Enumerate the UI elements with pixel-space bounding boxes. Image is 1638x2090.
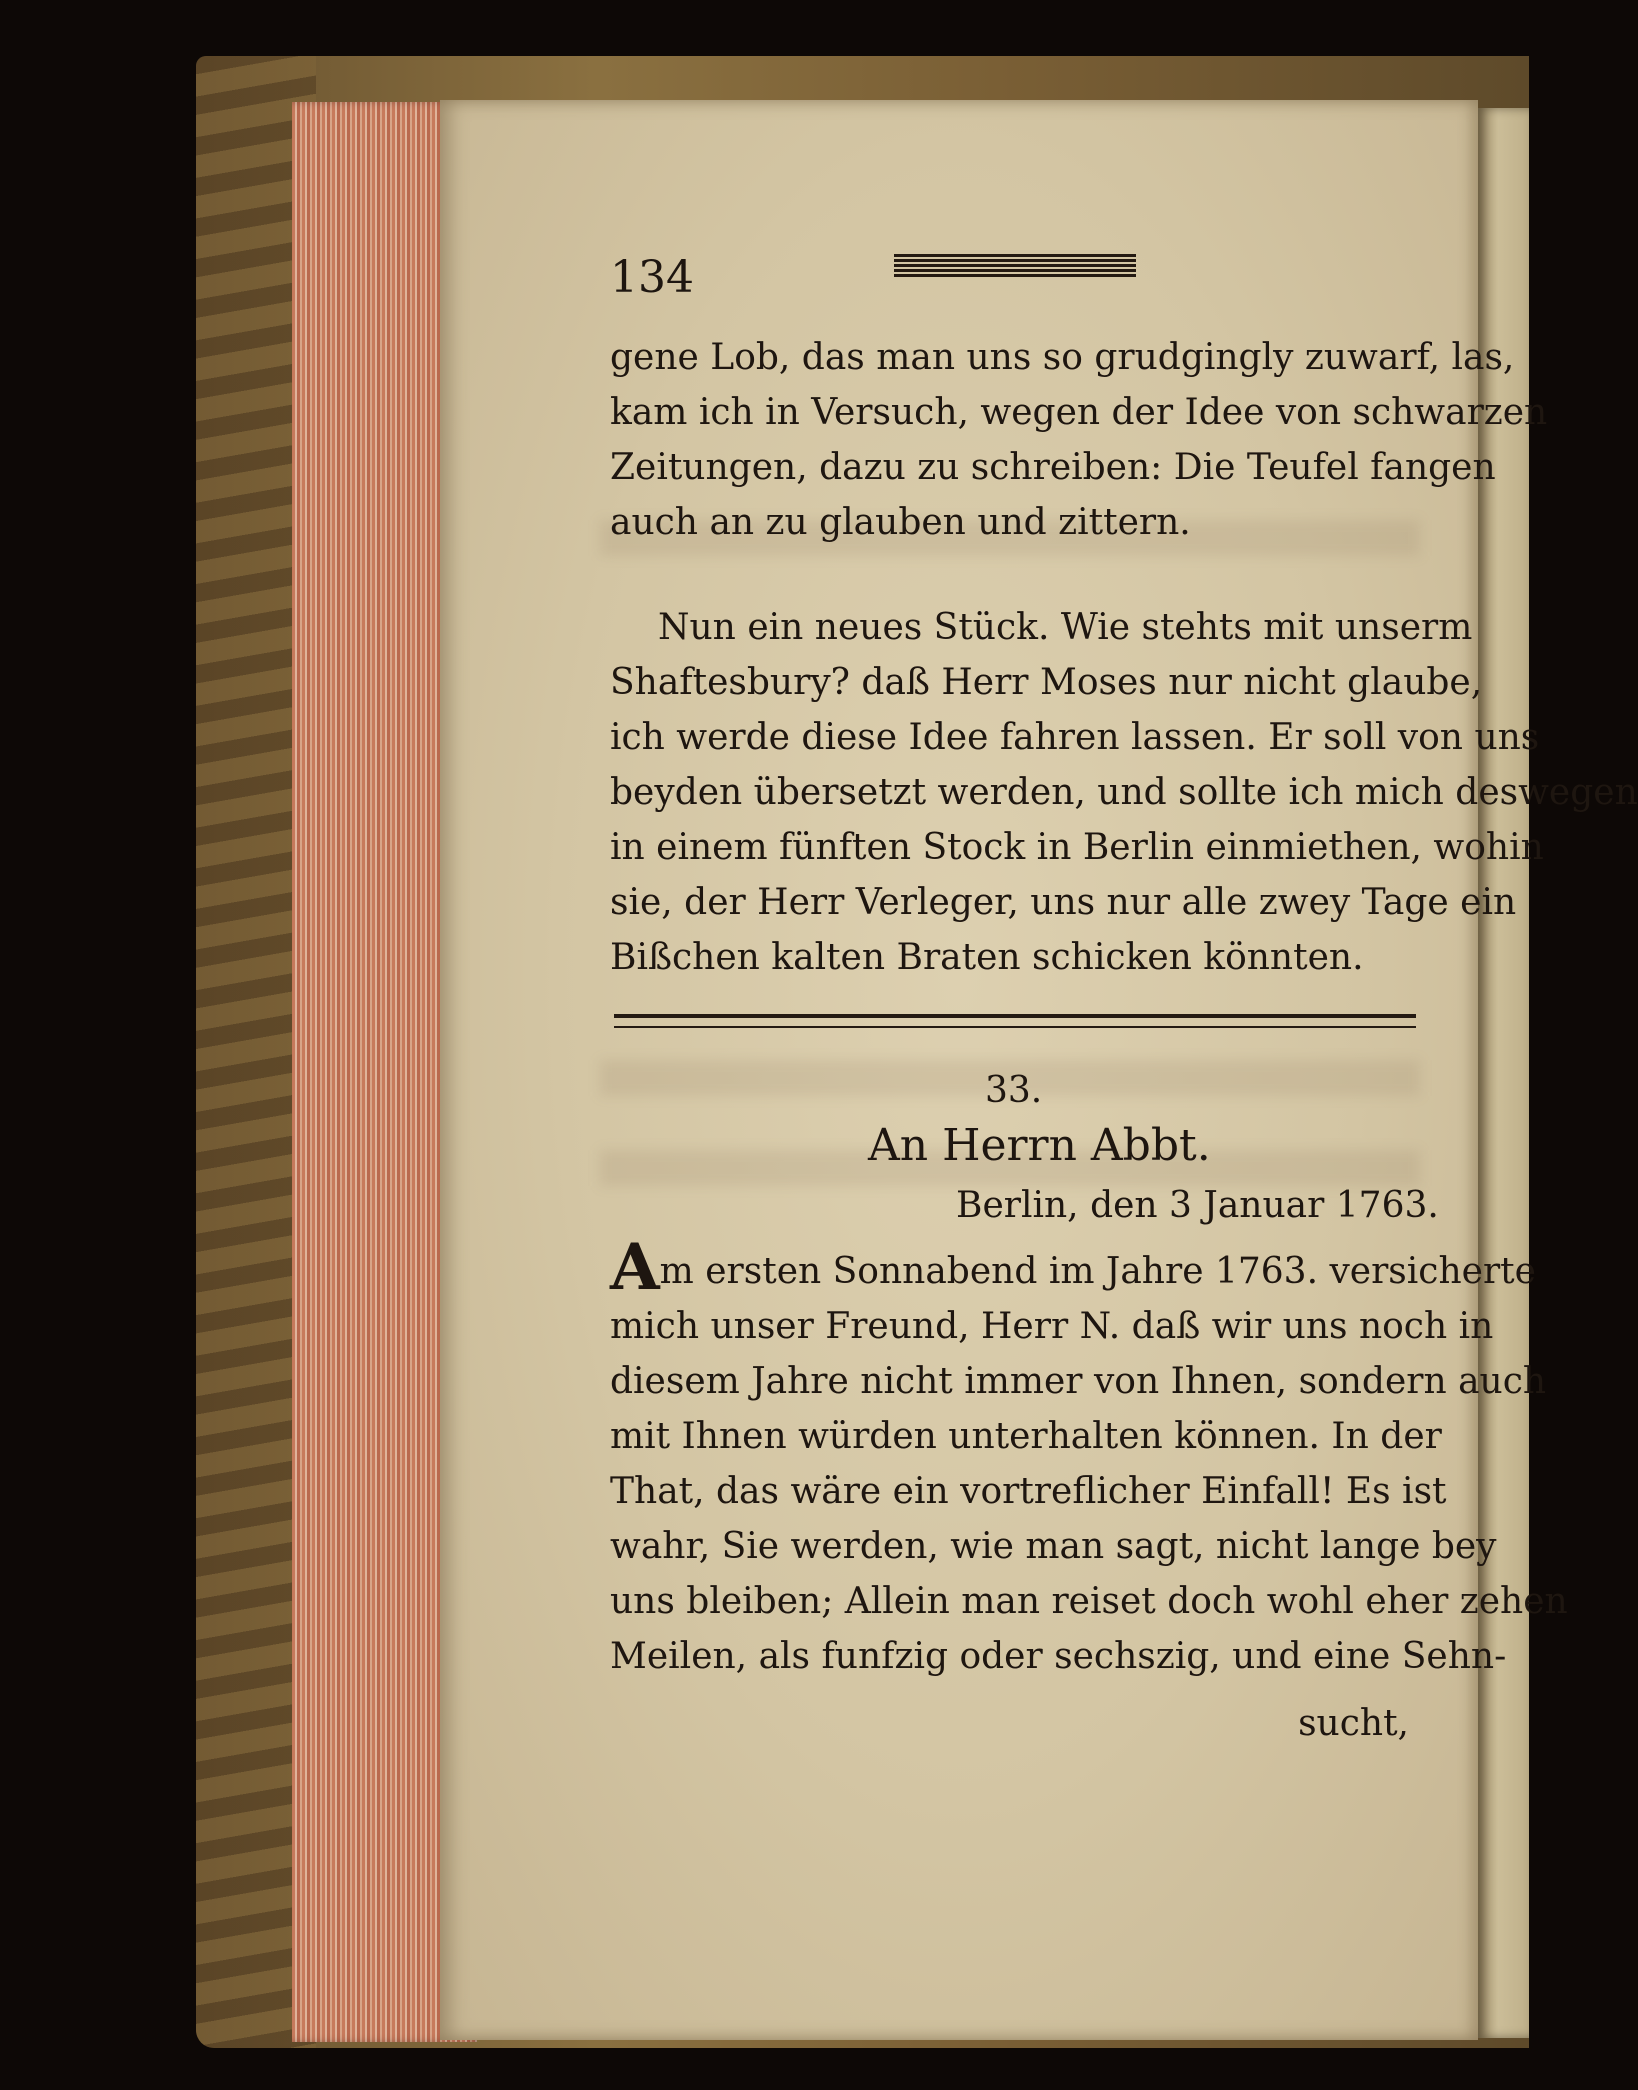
text-line: uns bleiben; Allein man reiset doch wohl eher zehen: [610, 1581, 1568, 1622]
text-line: diesem Jahre nicht immer von Ihnen, sondern auch: [610, 1361, 1547, 1402]
text-line: Zeitungen, dazu zu schreiben: Die Teufel fangen: [610, 447, 1496, 488]
page-number: 134: [610, 252, 694, 303]
text-line: sie, der Herr Verleger, uns nur alle zwey Tage ein: [610, 882, 1517, 923]
paragraph-1: [610, 330, 1547, 550]
drop-cap: A: [610, 1230, 660, 1305]
text-line: [610, 1230, 1568, 1305]
text-line-rest: m ersten Sonnabend im Jahre 1763. versicherte: [659, 1251, 1536, 1292]
text-line: in einem fünften Stock in Berlin einmiethen, wohin: [610, 827, 1544, 868]
section-divider: [614, 1014, 1416, 1028]
letter-addressee: An Herrn Abbt.: [868, 1120, 1211, 1171]
text-line: beyden übersetzt werden, und sollte ich mich deswegen: [610, 772, 1638, 813]
text-line: kam ich in Versuch, wegen der Idee von schwarzen: [610, 392, 1548, 433]
letter-number: 33.: [985, 1070, 1043, 1111]
text-line: Bißchen kalten Braten schicken könnten.: [610, 937, 1364, 978]
text-line: gene Lob, das man uns so grudgingly zuwarf, las,: [610, 337, 1515, 378]
text-line: That, das wäre ein vortreflicher Einfall! Es ist: [610, 1471, 1447, 1512]
text-line: ich werde diese Idee fahren lassen. Er soll von uns: [610, 717, 1540, 758]
header-rule: [894, 254, 1136, 278]
text-line: Meilen, als funfzig oder sechszig, und eine Sehn-: [610, 1636, 1507, 1677]
text-line: mit Ihnen würden unterhalten können. In der: [610, 1416, 1442, 1457]
text-line: auch an zu glauben und zittern.: [610, 502, 1191, 543]
catchword: sucht,: [1298, 1703, 1409, 1744]
text-line: Shaftesbury? daß Herr Moses nur nicht glaube,: [610, 662, 1483, 703]
text-line: mich unser Freund, Herr N. daß wir uns noch in: [610, 1306, 1494, 1347]
text-line: Nun ein neues Stück. Wie stehts mit unserm: [658, 607, 1473, 648]
paragraph-2: [610, 600, 1638, 985]
letter-dateline: Berlin, den 3 Januar 1763.: [956, 1185, 1439, 1226]
paragraph-3: [610, 1230, 1568, 1684]
text-line: wahr, Sie werden, wie man sagt, nicht lange bey: [610, 1526, 1497, 1567]
